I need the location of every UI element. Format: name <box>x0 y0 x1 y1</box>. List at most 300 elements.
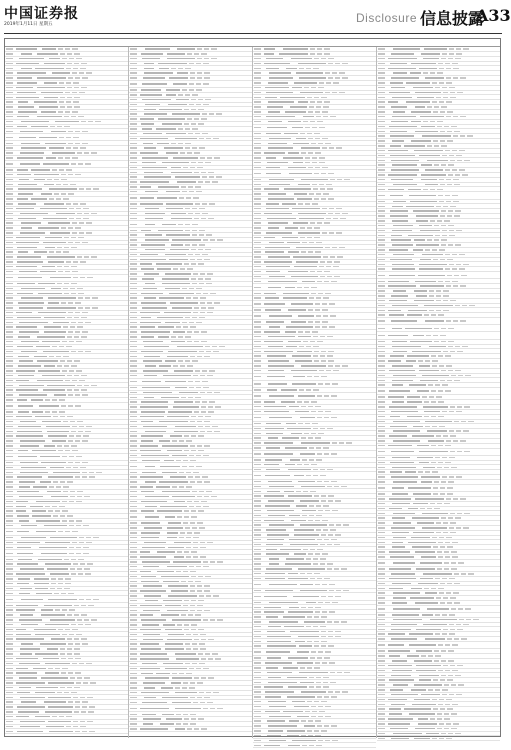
table-cell <box>267 355 286 357</box>
table-cell <box>456 155 462 157</box>
table-cell <box>448 164 454 166</box>
table-cell <box>18 336 30 338</box>
table-cell <box>254 256 261 258</box>
table-cell <box>254 740 261 742</box>
table-cell <box>254 725 261 727</box>
table-cell <box>62 520 67 522</box>
table-cell <box>49 731 73 733</box>
table-cell <box>196 288 202 290</box>
table-cell <box>193 197 199 199</box>
table-cell <box>192 147 197 149</box>
table-cell <box>333 218 338 220</box>
table-cell <box>301 442 330 444</box>
table-cell <box>311 401 317 403</box>
table-cell <box>378 551 385 553</box>
table-cell <box>141 648 161 650</box>
table-cell <box>378 58 385 60</box>
table-cell <box>16 87 33 89</box>
table-cell <box>313 336 318 338</box>
table-cell <box>207 702 213 704</box>
table-cell <box>378 608 385 610</box>
table-cell <box>6 687 13 689</box>
table-cell <box>6 389 13 391</box>
table-cell <box>49 58 60 60</box>
table-cell <box>314 227 320 229</box>
table-cell <box>21 624 38 626</box>
table-cell <box>442 633 447 635</box>
table-cell <box>17 399 27 401</box>
table-cell <box>450 92 455 94</box>
table-row <box>253 472 376 479</box>
table-cell <box>67 97 72 99</box>
table-cell <box>342 63 348 65</box>
table-cell <box>205 416 211 418</box>
table-cell <box>17 542 40 544</box>
table-cell <box>378 602 385 604</box>
table-cell <box>388 189 404 191</box>
table-cell <box>288 686 307 688</box>
table-cell <box>436 206 441 208</box>
table-cell <box>295 360 312 362</box>
table-cell <box>466 619 471 621</box>
table-cell <box>187 152 192 154</box>
table-cell <box>204 259 210 261</box>
table-cell <box>189 322 194 324</box>
table-cell <box>456 527 461 529</box>
table-cell <box>378 597 385 599</box>
table-cell <box>38 227 59 229</box>
table-cell <box>72 629 78 631</box>
table-cell <box>388 281 409 283</box>
table-cell <box>79 426 84 428</box>
table-cell <box>283 48 308 50</box>
table-cell <box>391 320 417 322</box>
table-cell <box>317 48 322 50</box>
table-cell <box>83 208 89 210</box>
table-cell <box>405 471 416 473</box>
table-cell <box>454 275 459 277</box>
table-cell <box>414 150 443 152</box>
table-cell <box>53 515 58 517</box>
table-cell <box>209 370 215 372</box>
table-cell <box>6 116 13 118</box>
table-cell <box>393 733 422 735</box>
table-cell <box>304 87 309 89</box>
table-cell <box>55 510 60 512</box>
table-cell <box>448 58 453 60</box>
table-row <box>5 550 128 557</box>
table-cell <box>392 401 404 403</box>
table-cell <box>130 239 137 241</box>
table-cell <box>76 501 82 503</box>
table-cell <box>130 673 137 675</box>
table-cell <box>436 435 441 437</box>
table-cell <box>200 302 205 304</box>
table-cell <box>318 716 323 718</box>
table-cell <box>6 677 13 679</box>
table-cell <box>332 510 338 512</box>
table-cell <box>16 506 26 508</box>
table-cell <box>48 697 71 699</box>
table-cell <box>77 213 82 215</box>
table-cell <box>378 355 385 357</box>
table-cell <box>130 522 137 524</box>
table-cell <box>254 442 261 444</box>
table-cell <box>75 405 81 407</box>
table-cell <box>64 445 69 447</box>
table-cell <box>378 430 385 432</box>
table-cell <box>285 464 295 466</box>
table-cell <box>378 235 385 237</box>
table-cell <box>335 631 341 633</box>
table-cell <box>130 322 137 324</box>
table-cell <box>282 203 296 205</box>
table-cell <box>268 101 294 103</box>
table-cell <box>254 77 261 79</box>
table-cell <box>448 660 454 662</box>
table-cell <box>390 416 400 418</box>
table-cell <box>427 508 432 510</box>
table-cell <box>6 619 13 621</box>
table-cell <box>171 172 192 174</box>
table-cell <box>378 476 385 478</box>
table-cell <box>130 624 137 626</box>
table-cell <box>453 68 459 70</box>
table-cell <box>316 682 321 684</box>
table-cell <box>6 184 13 186</box>
table-cell <box>413 87 433 89</box>
table-cell <box>213 138 219 140</box>
table-cell <box>74 97 80 99</box>
table-cell <box>205 278 211 280</box>
table-cell <box>186 556 191 558</box>
table-cell <box>446 101 452 103</box>
table-cell <box>199 643 205 645</box>
table-cell <box>444 503 450 505</box>
table-cell <box>391 624 417 626</box>
table-cell <box>186 673 192 675</box>
table-cell <box>322 662 327 664</box>
table-cell <box>6 520 13 522</box>
table-cell <box>187 341 192 343</box>
table-cell <box>205 162 211 164</box>
table-cell <box>68 672 73 674</box>
table-cell <box>309 677 314 679</box>
table-cell <box>254 711 261 713</box>
table-cell <box>203 708 208 710</box>
table-cell <box>84 213 89 215</box>
table-cell <box>292 127 303 129</box>
table-cell <box>320 276 325 278</box>
table-cell <box>427 239 432 241</box>
table-cell <box>18 456 37 458</box>
table-cell <box>268 500 294 502</box>
table-cell <box>214 431 220 433</box>
table-cell <box>198 278 203 280</box>
table-cell <box>418 583 438 585</box>
table-cell <box>193 648 198 650</box>
table-cell <box>192 283 197 285</box>
table-cell <box>323 686 329 688</box>
table-cell <box>268 121 282 123</box>
table-cell <box>425 249 430 251</box>
table-cell <box>198 416 203 418</box>
table-cell <box>389 498 411 500</box>
table-cell <box>254 510 261 512</box>
table-cell <box>440 493 445 495</box>
table-cell <box>327 188 333 190</box>
table-cell <box>130 147 137 149</box>
table-cell <box>378 675 385 677</box>
table-cell <box>331 395 337 397</box>
table-row <box>377 560 500 567</box>
table-cell <box>265 251 284 253</box>
table-cell <box>303 341 308 343</box>
table-cell <box>267 631 285 633</box>
table-cell <box>130 496 137 498</box>
table-cell <box>268 481 292 483</box>
table-cell <box>142 663 157 665</box>
table-cell <box>162 714 174 716</box>
table-cell <box>308 406 313 408</box>
table-cell <box>141 123 154 125</box>
table-row <box>377 449 500 456</box>
table-cell <box>17 553 33 555</box>
table-cell <box>321 198 326 200</box>
table-cell <box>463 430 469 432</box>
table-cell <box>322 321 328 323</box>
table-cell <box>167 639 192 641</box>
table-cell <box>342 213 348 215</box>
table-cell <box>21 599 43 601</box>
table-cell <box>67 416 73 418</box>
table-cell <box>254 111 261 113</box>
table-cell <box>20 721 45 723</box>
table-cell <box>73 467 78 469</box>
table-cell <box>463 48 469 50</box>
table-cell <box>449 614 455 616</box>
table-cell <box>269 486 294 488</box>
table-cell <box>334 276 340 278</box>
table-cell <box>177 624 182 626</box>
table-cell <box>191 718 196 720</box>
table-cell <box>459 169 465 171</box>
table-cell <box>288 745 300 747</box>
table-cell <box>439 201 444 203</box>
table-cell <box>141 351 163 353</box>
table-cell <box>16 609 35 611</box>
table-cell <box>141 537 159 539</box>
table-cell <box>307 237 312 239</box>
table-cell <box>452 195 458 197</box>
table-cell <box>456 694 462 696</box>
table-cell <box>130 714 137 716</box>
table-cell <box>446 320 451 322</box>
table-cell <box>254 701 261 703</box>
table-cell <box>204 356 210 358</box>
table-cell <box>6 648 13 650</box>
table-cell <box>141 510 154 512</box>
table-cell <box>172 702 191 704</box>
table-cell <box>46 157 56 159</box>
table-cell <box>440 140 445 142</box>
table-cell <box>446 285 451 287</box>
table-cell <box>393 619 422 621</box>
table-cell <box>145 224 155 226</box>
table-cell <box>69 520 74 522</box>
table-cell <box>196 293 201 295</box>
table-cell <box>140 571 151 573</box>
table-cell <box>81 638 87 640</box>
table-cell <box>301 406 306 408</box>
table-cell <box>208 307 214 309</box>
table-cell <box>457 513 462 515</box>
table-cell <box>287 735 299 737</box>
table-cell <box>81 317 87 319</box>
table-cell <box>419 679 431 681</box>
table-cell <box>73 721 78 723</box>
table-cell <box>145 481 156 483</box>
table-cell <box>6 288 13 290</box>
table-cell <box>297 198 312 200</box>
table-cell <box>330 116 336 118</box>
table-cell <box>162 445 188 447</box>
table-cell <box>157 268 171 270</box>
table-cell <box>130 486 137 488</box>
table-cell <box>130 326 137 328</box>
table-cell <box>6 87 13 89</box>
table-cell <box>393 225 413 227</box>
table-cell <box>190 77 195 79</box>
table-cell <box>331 725 337 727</box>
table-cell <box>316 677 321 679</box>
table-cell <box>144 147 156 149</box>
table-cell <box>75 440 80 442</box>
table-cell <box>315 437 321 439</box>
table-row <box>253 381 376 388</box>
table-cell <box>130 162 137 164</box>
table-cell <box>178 224 183 226</box>
table-cell <box>130 561 137 563</box>
table-cell <box>205 181 210 183</box>
table-cell <box>172 113 200 115</box>
table-cell <box>6 568 13 570</box>
table-cell <box>166 234 190 236</box>
table-cell <box>319 162 325 164</box>
table-cell <box>56 486 61 488</box>
table-cell <box>71 322 76 324</box>
table-cell <box>73 147 78 149</box>
table-cell <box>19 58 44 60</box>
table-cell <box>6 542 13 544</box>
table-cell <box>326 184 332 186</box>
table-cell <box>76 370 82 372</box>
table-cell <box>64 247 69 249</box>
table-cell <box>196 668 201 670</box>
table-cell <box>443 310 449 312</box>
table-cell <box>407 416 422 418</box>
table-cell <box>291 303 313 305</box>
table-cell <box>254 53 261 55</box>
table-cell <box>425 471 430 473</box>
table-cell <box>329 662 335 664</box>
table-column-group <box>253 47 377 738</box>
table-cell <box>188 254 193 256</box>
table-cell <box>329 303 335 305</box>
table-cell <box>299 672 328 674</box>
table-cell <box>183 522 188 524</box>
table-cell <box>176 571 181 573</box>
table-cell <box>254 266 261 268</box>
table-cell <box>450 665 455 667</box>
table-cell <box>450 451 455 453</box>
table-cell <box>201 218 206 220</box>
table-cell <box>208 411 214 413</box>
table-cell <box>389 249 408 251</box>
table-cell <box>140 138 168 140</box>
table-cell <box>404 708 431 710</box>
table-cell <box>143 360 162 362</box>
table-cell <box>264 293 276 295</box>
table-cell <box>193 634 198 636</box>
table-cell <box>17 157 43 159</box>
table-cell <box>460 498 466 500</box>
table-cell <box>165 668 187 670</box>
table-cell <box>67 375 72 377</box>
table-cell <box>74 63 79 65</box>
table-cell <box>144 68 154 70</box>
table-cell <box>17 169 28 171</box>
table-cell <box>264 188 279 190</box>
table-cell <box>130 167 137 169</box>
table-cell <box>269 584 297 586</box>
table-cell <box>6 394 13 396</box>
table-cell <box>42 48 56 50</box>
table-cell <box>54 179 59 181</box>
table-cell <box>73 137 79 139</box>
table-cell <box>70 421 75 423</box>
table-cell <box>21 227 32 229</box>
table-cell <box>291 370 317 372</box>
table-cell <box>48 510 53 512</box>
table-cell <box>449 476 454 478</box>
table-cell <box>254 539 261 541</box>
table-cell <box>72 531 78 533</box>
table-cell <box>425 320 444 322</box>
table-cell <box>93 537 99 539</box>
table-cell <box>69 341 74 343</box>
table-cell <box>49 356 54 358</box>
table-cell <box>194 118 199 120</box>
table-cell <box>181 581 186 583</box>
table-cell <box>287 730 305 732</box>
table-cell <box>298 481 315 483</box>
table-cell <box>288 121 301 123</box>
table-cell <box>141 692 169 694</box>
table-cell <box>378 145 385 147</box>
table-cell <box>159 440 170 442</box>
table-cell <box>447 638 452 640</box>
table-cell <box>193 542 198 544</box>
table-cell <box>199 138 204 140</box>
table-cell <box>446 592 451 594</box>
table-cell <box>73 101 79 103</box>
table-cell <box>70 184 76 186</box>
table-cell <box>82 312 88 314</box>
table-cell <box>78 431 83 433</box>
table-cell <box>130 128 137 130</box>
table-cell <box>206 351 211 353</box>
